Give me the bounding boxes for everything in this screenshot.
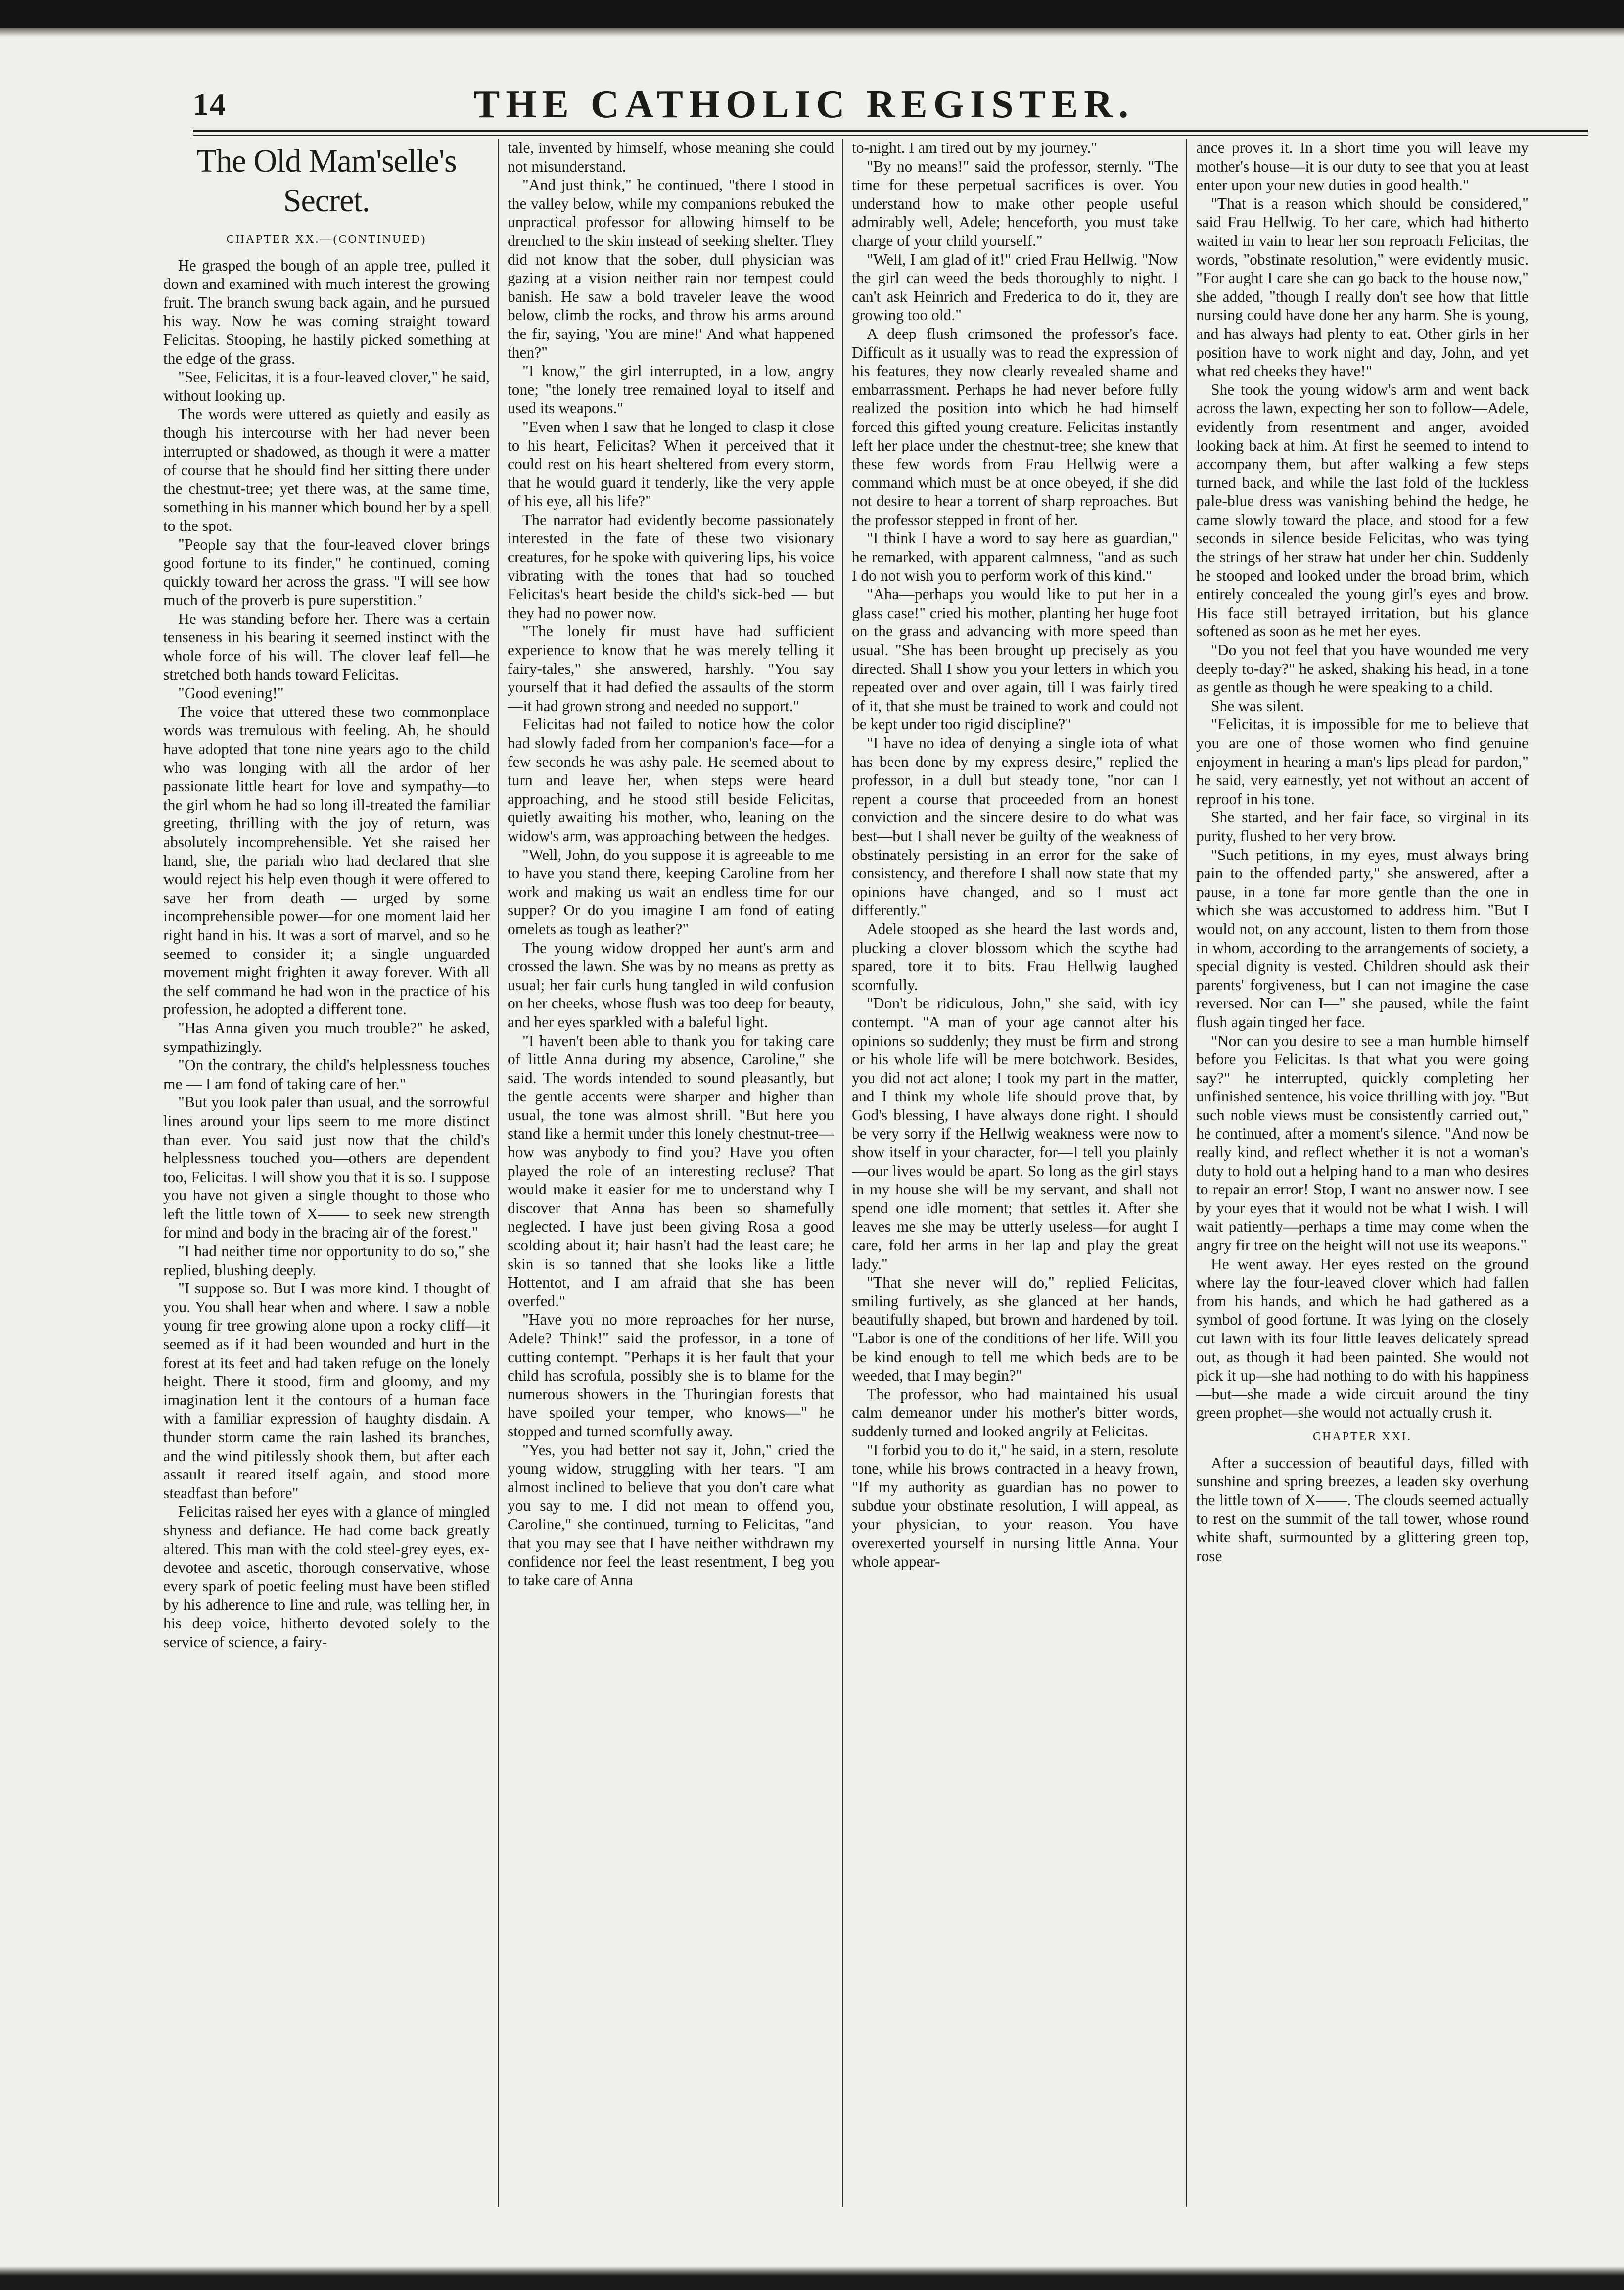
column-body bbox=[163, 256, 490, 1652]
page-bottom-border bbox=[0, 2266, 1624, 2290]
article-paragraph: "Don't be ridiculous, John," she said, with icy contempt. "A man of your age cannot alter his opinions so suddenly; they must be firm and strong or his whole life will be mere botchwork. Besides, you did not act alone; I took my part in the matter, and I think my whole life should prove that, by God's blessing, I have always done right. I should be very sorry if the Hellwig weakness were now to show itself in your character, for—I tell you plainly—our lives would be apart. So long as the girl stays in my house she will be my servant, and shall not spend one idle moment; that settles it. After she leaves me she may be utterly useless—for aught I care, fold her arms in her lap and play the great lady." bbox=[852, 995, 1178, 1273]
chapter-heading-2: CHAPTER XXI. bbox=[1312, 1430, 1412, 1443]
article-paragraph: "Well, John, do you suppose it is agreeable to me to have you stand there, keeping Caroline from her work and making us wait an endless time for our supper? Or do you imagine I am fond of eating omelets as tough as leather?" bbox=[508, 846, 834, 938]
article-paragraph: "Even when I saw that he longed to clasp it close to his heart, Felicitas? When it perceived that it could rest on his heart sheltered from every storm, that he would guard it tenderly, like the very apple of his eye, all his life?" bbox=[508, 418, 834, 510]
article-paragraph: She started, and her fair face, so virginal in its purity, flushed to her very brow. bbox=[1196, 809, 1529, 845]
article-paragraph: He grasped the bough of an apple tree, pulled it down and examined with much interest the growing fruit. The branch swung back again, and he pursued his way. Now he was coming straight toward Felicitas. Stooping, he hastily picked something at the edge of the grass. bbox=[163, 256, 490, 367]
article-paragraph: "Felicitas, it is impossible for me to believe that you are one of those women who find genuine enjoyment in hearing a man's lips plead for pardon," he said, very earnestly, yet not without an accent of reproof in his tone. bbox=[1196, 716, 1529, 808]
article-title: The Old Mam'selle's Secret. bbox=[196, 143, 457, 219]
article-paragraph: "I think I have a word to say here as guardian," he remarked, with apparent calmness, "and as such I do not wish you to perform work of this kind." bbox=[852, 529, 1178, 584]
masthead bbox=[30, 79, 1578, 129]
masthead-rule-thin bbox=[193, 135, 1588, 136]
article-paragraph: "Aha—perhaps you would like to put her in a glass case!" cried his mother, planting her huge foot on the grass and advancing with more speed than usual. "She has been brought up precisely as you directed. Shall I show you your letters in which you repeated over and over again, till I was fairly tired of it, that she must be trained to work and could not be kept under too rigid discipline?" bbox=[852, 585, 1178, 733]
article-paragraph: The words were uttered as quietly and easily as though his intercourse with her had never been interrupted or shadowed, as though it were a matter of course that he should find her sitting there under the chestnut-tree; yet there was, at the same time, something in his manner which bound her by a spell to the spot. bbox=[163, 405, 490, 534]
article-paragraph: She was silent. bbox=[1211, 697, 1304, 715]
article-paragraph: "The lonely fir must have had sufficient experience to know that he was merely telling it fairy-tales," she answered, harshly. "You say yourself that it had defied the assaults of the storm—it had grown strong and needed no support." bbox=[508, 622, 834, 715]
article-paragraph: "I have no idea of denying a single iota of what has been done by my express desire," replied the professor, in a dull but steady tone, "nor can I repent a course that proceeded from an honest conviction and the sincere desire to do what was best—but I shall never be guilty of the weakness of obstinately persisting in an error for the sake of consistency, and therefore I shall now state that my opinions have changed, and so I must act differently." bbox=[852, 734, 1178, 919]
article-paragraph: "Has Anna given you much trouble?" he asked, sympathizingly. bbox=[163, 1019, 490, 1055]
article-paragraph: A deep flush crimsoned the professor's face. Difficult as it usually was to read the expression of his features, they now clearly revealed shame and embarrassment. Perhaps he had never before fully realized the position into which he had himself forced this gifted young creature. Felicitas instantly left her place under the chestnut-tree; she knew that these few words from Frau Hellwig were a command which must be at once obeyed, if she did not desire to hear a torrent of sharp reproaches. But the professor stepped in front of her. bbox=[852, 325, 1178, 528]
article-paragraph: "People say that the four-leaved clover brings good fortune to its finder," he continued, coming quickly toward her across the grass. "I will see how much of the proverb is pure superstition." bbox=[163, 535, 490, 609]
article-paragraph: "Such petitions, in my eyes, must always bring pain to the offended party," she answered, after a pause, in a tone far more gentle than the one in which she was accustomed to address him. "But I would not, on any account, listen to them from those in whom, according to the arrangements of society, a special dignity is vested. Children should ask their parents' forgiveness, but I can not imagine the case reversed. Nor can I—" she paused, while the faint flush again tinged her face. bbox=[1196, 846, 1529, 1031]
page-top-border bbox=[0, 0, 1624, 28]
article-paragraph: "By no means!" said the professor, sternly. "The time for these perpetual sacrifices is over. You understand how to make other people useful admirably well, Adele; henceforth, you must take charge of your child yourself." bbox=[852, 157, 1178, 249]
article-paragraph: "Have you no more reproaches for her nurse, Adele? Think!" said the professor, in a tone of cutting contempt. "Perhaps it is her fault that your child has scrofula, possibly she is to blame for the numerous showers in the Thuringian forests that have spoiled your temper, who knows—" he stopped and turned scornfully away. bbox=[508, 1311, 834, 1440]
article-paragraph: Adele stooped as she heard the last words and, plucking a clover blossom which the scythe had spared, tore it to bits. Frau Hellwig laughed scornfully. bbox=[852, 920, 1178, 994]
column-4 bbox=[1196, 139, 1529, 2207]
page-number: 14 bbox=[193, 87, 227, 122]
article-paragraph: "On the contrary, the child's helplessness touches me — I am fond of taking care of her." bbox=[163, 1056, 490, 1093]
article-paragraph: ance proves it. In a short time you will leave my mother's house—it is our duty to see that you at least enter upon your new duties in good health." bbox=[1196, 139, 1529, 194]
article-paragraph: "I had neither time nor opportunity to do so," she replied, blushing deeply. bbox=[163, 1242, 490, 1279]
article-paragraph: "But you look paler than usual, and the sorrowful lines around your lips seem to me more distinct than ever. You said just now that the child's helplessness touched you—others are dependent too, Felicitas. I will show you that it is so. I suppose you have not given a single thought to those who left the little town of X—— to seek new strength for mind and body in the bracing air of the forest." bbox=[163, 1094, 490, 1241]
column-divider bbox=[842, 139, 843, 2207]
column-body-tail bbox=[1196, 1454, 1529, 1566]
article-paragraph: The young widow dropped her aunt's arm and crossed the lawn. She was by no means as pretty as usual; her fair curls hung tangled in wild confusion on her cheeks, whose flush was too deep for beauty, and her eyes sparkled with a baleful light. bbox=[508, 939, 834, 1031]
article-paragraph: "Yes, you had better not say it, John," cried the young widow, struggling with her tears. "I am almost inclined to believe that you don't care what you say to me. I did not mean to offend you, Caroline," she continued, turning to Felicitas, "and that you may see that I have neither withdrawn my confidence nor feel the least resentment, I beg you to take care of Anna bbox=[508, 1441, 834, 1589]
column-body bbox=[508, 139, 834, 1589]
article-paragraph: He went away. Her eyes rested on the ground where lay the four-leaved clover which had fallen from his hands, and which he had gathered as a symbol of good fortune. It was lying on the closely cut lawn with its four little leaves delicately spread out, as though it had been painted. She would not pick it up—she had nothing to do with his happiness—but—she made a wide circuit around the tiny green prophet—she would not actually crush it. bbox=[1196, 1255, 1529, 1422]
article-paragraph: "See, Felicitas, it is a four-leaved clover," he said, without looking up. bbox=[163, 368, 490, 404]
article-paragraph: to-night. I am tired out by my journey." bbox=[852, 139, 1098, 156]
article-paragraph: The voice that uttered these two commonplace words was tremulous with feeling. Ah, he should have adopted that tone nine years ago to the child who was longing with all the ardor of her passionate little heart for love and sympathy—to the girl whom he had so long ill-treated the familiar greeting, thrilling with the joy of return, was absolutely incomprehensible. Yet she raised her hand, she, the pariah who had declared that she would reject his help even though it were offered to save her from death — urged by some incomprehensible power—for one moment laid her right hand in his. It was a sort of marvel, and so he seemed to consider it; a single unguarded movement might frighten it away forever. With all the self command he had won in the practice of his profession, he adopted a different tone. bbox=[163, 703, 490, 1018]
article-paragraph: Felicitas had not failed to notice how the color had slowly faded from her companion's face—for a few seconds he was ashy pale. He seemed about to turn and leave her, when steps were heard approaching, and he stood still beside Felicitas, quietly awaiting his mother, who, leaning on the widow's arm, was approaching between the hedges. bbox=[508, 716, 834, 845]
article-paragraph: "Nor can you desire to see a man humble himself before you Felicitas. Is that what you were going say?" he interrupted, quickly completing her unfinished sentence, his voice thrilling with joy. "But such noble views must be consistently carried out," he continued, after a moment's silence. "And now be really kind, and reflect whether it is not a woman's duty to hold out a helping hand to a man who desires to repair an error! Stop, I want no answer now. I see by your eyes that it would not be what I wish. I will wait patiently—perhaps a time may come when the angry fir tree on the height will not use its weapons." bbox=[1196, 1032, 1529, 1254]
article-paragraph: "Good evening!" bbox=[178, 684, 284, 702]
article-paragraph: She took the young widow's arm and went back across the lawn, expecting her son to follow—Adele, evidently from resentment and anger, avoided looking back at him. At first he seemed to intend to accompany them, but after walking a few steps turned back, and while the last fold of the luckless pale-blue dress was vanishing behind the hedge, he came slowly toward the place, and stood for a few seconds in silence beside Felicitas, who was tying the strings of her straw hat under her chin. Suddenly he stooped and looked under the broad brim, which entirely concealed the young girl's eyes and brow. His face still betrayed irritation, but his glance softened as soon as he met her eyes. bbox=[1196, 381, 1529, 640]
article-paragraph: "That she never will do," replied Felicitas, smiling furtively, as she glanced at her hands, beautifully shaped, but brown and hardened by toil. "Labor is one of the conditions of her life. Will you be kind enough to tell me which beds are to be weeded, that I may begin?" bbox=[852, 1274, 1178, 1384]
article-paragraph: The professor, who had maintained his usual calm demeanor under his mother's bitter words, suddenly turned and looked angrily at Felicitas. bbox=[852, 1385, 1178, 1440]
article-paragraph: tale, invented by himself, whose meaning she could not misunderstand. bbox=[508, 139, 834, 175]
article-paragraph: "I forbid you to do it," he said, in a stern, resolute tone, while his brows contracted in a heavy frown, "If my authority as guardian has no power to subdue your obstinate resolution, I will appeal, as your physician, to your reason. You have overexerted yourself in nursing little Anna. Your whole appear- bbox=[852, 1441, 1178, 1571]
publication-title: THE CATHOLIC REGISTER. bbox=[473, 83, 1135, 126]
column-divider bbox=[1186, 139, 1187, 2207]
article-paragraph: The narrator had evidently become passionately interested in the fate of these two visionary creatures, for he spoke with quivering lips, his voice vibrating with the tones that had so touched Felicitas's heart beside the child's sick-bed — but they had no power now. bbox=[508, 511, 834, 621]
article-paragraph: "And just think," he continued, "there I stood in the valley below, while my companions rebuked the unpractical professor for allowing himself to be drenched to the skin instead of seeking shelter. They did not know that the sober, dull physician was gazing at a vision neither rain nor tempest could banish. He saw a bold traveler leave the wood below, climb the rocks, and throw his arms around the fir, saying, 'You are mine!' And what happened then?" bbox=[508, 176, 834, 361]
article-paragraph: He was standing before her. There was a certain tenseness in his bearing it seemed instinct with the whole force of his will. The clover leaf fell—he stretched both hands toward Felicitas. bbox=[163, 610, 490, 683]
column-3 bbox=[852, 139, 1178, 2207]
article-paragraph: "I suppose so. But I was more kind. I thought of you. You shall hear when and where. I saw a noble young fir tree growing alone upon a rocky cliff—it seemed as if it had been wounded and hurt in the forest at its feet and had taken refuge on the lonely height. There it stood, firm and gloomy, and my imagination lent it the contours of a human face with a familiar expression of haughty disdain. A thunder storm came the rain lashed its branches, and the wind pitilessly shook them, but after each assault it reared itself again, and stood more steadfast than before" bbox=[163, 1280, 490, 1502]
column-body bbox=[852, 139, 1178, 1571]
article-paragraph: "I know," the girl interrupted, in a low, angry tone; "the lonely tree remained loyal to itself and used its weapons." bbox=[508, 362, 834, 417]
column-body bbox=[1196, 139, 1529, 1422]
article-paragraph: Felicitas raised her eyes with a glance of mingled shyness and defiance. He had come back greatly altered. This man with the cold steel-grey eyes, ex-devotee and ascetic, thorough conservative, whose every spark of poetic feeling must have been stifled by his adherence to line and rule, was telling her, in his deep voice, hitherto devoted solely to the service of science, a fairy- bbox=[163, 1503, 490, 1651]
chapter-heading: CHAPTER XX.—(CONTINUED) bbox=[226, 233, 427, 246]
column-divider bbox=[498, 139, 499, 2207]
article-paragraph: "I haven't been able to thank you for taking care of little Anna during my absence, Caroline," she said. The words intended to sound pleasantly, but the gentle accents were sharper and higher than usual, the tone was almost shrill. "But here you stand like a hermit under this lonely chestnut-tree—how was anybody to find you? Have you often played the role of an interesting recluse? That would make it easier for me to understand why I discover that Anna has been so shamefully neglected. I have just been giving Rosa a good scolding about it; hair hasn't had the least care; he skin is so tanned that she looks like a little Hottentot, and I am afraid that she has been overfed." bbox=[508, 1032, 834, 1310]
article-paragraph: After a succession of beautiful days, filled with sunshine and spring breezes, a leaden sky overhung the little town of X——. The clouds seemed actually to rest on the summit of the tall tower, whose round white shaft, surmounted by a glittering green top, rose bbox=[1196, 1454, 1529, 1565]
column-1 bbox=[163, 139, 490, 2207]
column-2 bbox=[508, 139, 834, 2207]
masthead-rule bbox=[193, 130, 1588, 132]
article-paragraph: "That is a reason which should be considered," said Frau Hellwig. To her care, which had hitherto waited in vain to hear her son reproach Felicitas, the words, "obstinate resolution," were evidently music. "For aught I care she can go back to the house now," she added, "though I really don't see how that little nursing could have done her any harm. She is young, and has always had plenty to eat. Other girls in her position have to work night and day, John, and yet what red cheeks they have!" bbox=[1196, 194, 1529, 380]
article-paragraph: "Well, I am glad of it!" cried Frau Hellwig. "Now the girl can weed the beds thoroughly to night. I can't ask Heinrich and Frederica to do it, they are growing too old." bbox=[852, 250, 1178, 324]
article-paragraph: "Do you not feel that you have wounded me very deeply to-day?" he asked, shaking his head, in a tone as gentle as though he were speaking to a child. bbox=[1196, 641, 1529, 696]
